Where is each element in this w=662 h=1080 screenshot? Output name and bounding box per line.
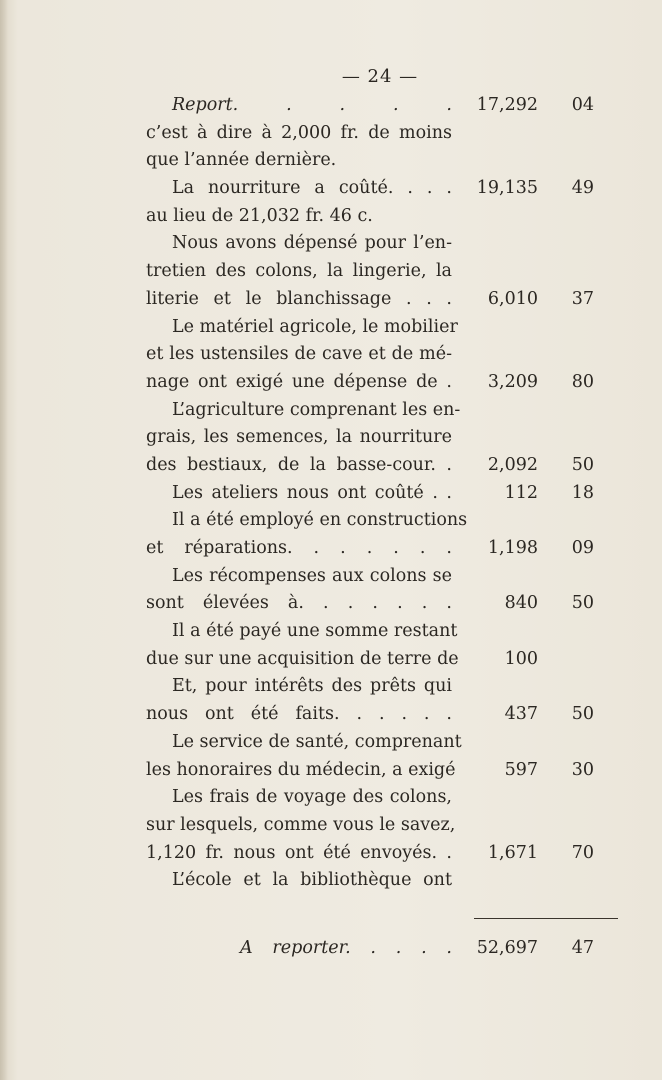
line-amount: 112: [504, 482, 538, 503]
text-line: [146, 120, 626, 148]
line-cents: 70: [571, 842, 594, 863]
total-cents: 47: [571, 938, 594, 958]
line-amount: 17,292: [476, 95, 538, 115]
text-line: [146, 203, 626, 231]
text-line: [146, 646, 626, 674]
line-cents: 18: [571, 482, 594, 503]
line-amount: 3,209: [487, 371, 538, 392]
line-text: des bestiaux, de la basse-cour. .: [146, 454, 452, 475]
line-text: Les récompenses aux colons se: [172, 565, 452, 586]
line-text: et réparations. . . . . . .: [146, 538, 452, 558]
line-text: grais, les semences, la nourriture: [146, 427, 452, 448]
text-line: [146, 341, 626, 369]
text-line: [146, 729, 626, 757]
line-text: sur lesquels, comme vous le savez,: [146, 814, 456, 835]
page-number: — 24 —: [341, 66, 419, 87]
total-rule: [474, 918, 618, 919]
text-line: [146, 424, 626, 452]
line-text: Il a été employé en constructions: [172, 510, 468, 531]
line-amount: 2,092: [487, 454, 538, 475]
line-text: et les ustensiles de cave et de mé-: [146, 344, 452, 365]
text-line: [146, 230, 626, 258]
line-text: Nous avons dépensé pour l’en-: [172, 233, 452, 254]
accounts-text: [146, 92, 626, 895]
line-text: Il a été payé une somme restant: [172, 621, 458, 642]
text-line: [146, 618, 626, 646]
text-line: [146, 590, 626, 618]
text-line: [146, 867, 626, 895]
text-line: [146, 673, 626, 701]
line-text: Les ateliers nous ont coûté . .: [172, 482, 452, 503]
text-line: [146, 812, 626, 840]
line-text: Le matériel agricole, le mobilier: [172, 316, 458, 337]
total-row: [146, 934, 626, 962]
line-cents: 50: [571, 593, 594, 614]
text-line: [146, 147, 626, 175]
line-text: que l’année dernière.: [146, 150, 337, 171]
line-text: L’agriculture comprenant les en-: [172, 399, 461, 420]
line-cents: 37: [571, 288, 594, 309]
text-line: [146, 369, 626, 397]
line-text: Et, pour intérêts des prêts qui: [172, 676, 452, 697]
line-amount: 437: [504, 704, 538, 725]
line-amount: 840: [504, 593, 538, 614]
line-text: nage ont exigé une dépense de .: [146, 371, 452, 392]
line-text: Report. . . . .: [172, 95, 452, 115]
page-number-container: [0, 66, 662, 87]
line-cents: 49: [571, 178, 594, 199]
text-line: [146, 314, 626, 342]
text-line: [146, 701, 626, 729]
binding-shadow: [0, 0, 8, 1080]
line-text: nous ont été faits. . . . . .: [146, 704, 452, 725]
text-line: [146, 397, 626, 425]
line-text: les honoraires du médecin, a exigé: [146, 759, 456, 780]
line-cents: 80: [571, 371, 594, 392]
line-cents: 09: [571, 538, 594, 558]
line-amount: 597: [504, 759, 538, 780]
text-line: [146, 92, 626, 120]
line-text: 1,120 fr. nous ont été envoyés. .: [146, 842, 452, 863]
text-line: [146, 507, 626, 535]
text-line: [146, 757, 626, 785]
line-text: Les frais de voyage des colons,: [172, 787, 452, 808]
total-amount: 52,697: [476, 938, 538, 958]
text-line: [146, 258, 626, 286]
line-cents: 50: [571, 704, 594, 725]
text-line: [146, 840, 626, 868]
text-line: [146, 784, 626, 812]
line-cents: 04: [571, 95, 594, 115]
line-text: au lieu de 21,032 fr. 46 c.: [146, 205, 373, 226]
line-text: due sur une acquisition de terre de: [146, 648, 459, 669]
text-line: [146, 535, 626, 563]
line-cents: 50: [571, 454, 594, 475]
text-line: [146, 480, 626, 508]
text-line: [146, 452, 626, 480]
line-cents: 30: [571, 759, 594, 780]
total-label: A reporter. . . . .: [240, 938, 452, 958]
line-text: La nourriture a coûté. . . .: [172, 178, 452, 199]
line-text: sont élevées à. . . . . . .: [146, 593, 452, 614]
line-amount: 1,671: [487, 842, 538, 863]
line-amount: 1,198: [487, 538, 538, 558]
line-amount: 19,135: [476, 178, 538, 199]
line-text: tretien des colons, la lingerie, la: [146, 261, 452, 282]
text-line: [146, 563, 626, 591]
line-amount: 6,010: [487, 288, 538, 309]
line-amount: 100: [504, 648, 538, 669]
line-text: Le service de santé, comprenant: [172, 731, 462, 752]
line-text: c’est à dire à 2,000 fr. de moins: [146, 122, 452, 143]
line-text: literie et le blanchissage . . .: [146, 288, 452, 309]
line-text: L’école et la bibliothèque ont: [172, 870, 452, 891]
text-line: [146, 286, 626, 314]
text-line: [146, 175, 626, 203]
